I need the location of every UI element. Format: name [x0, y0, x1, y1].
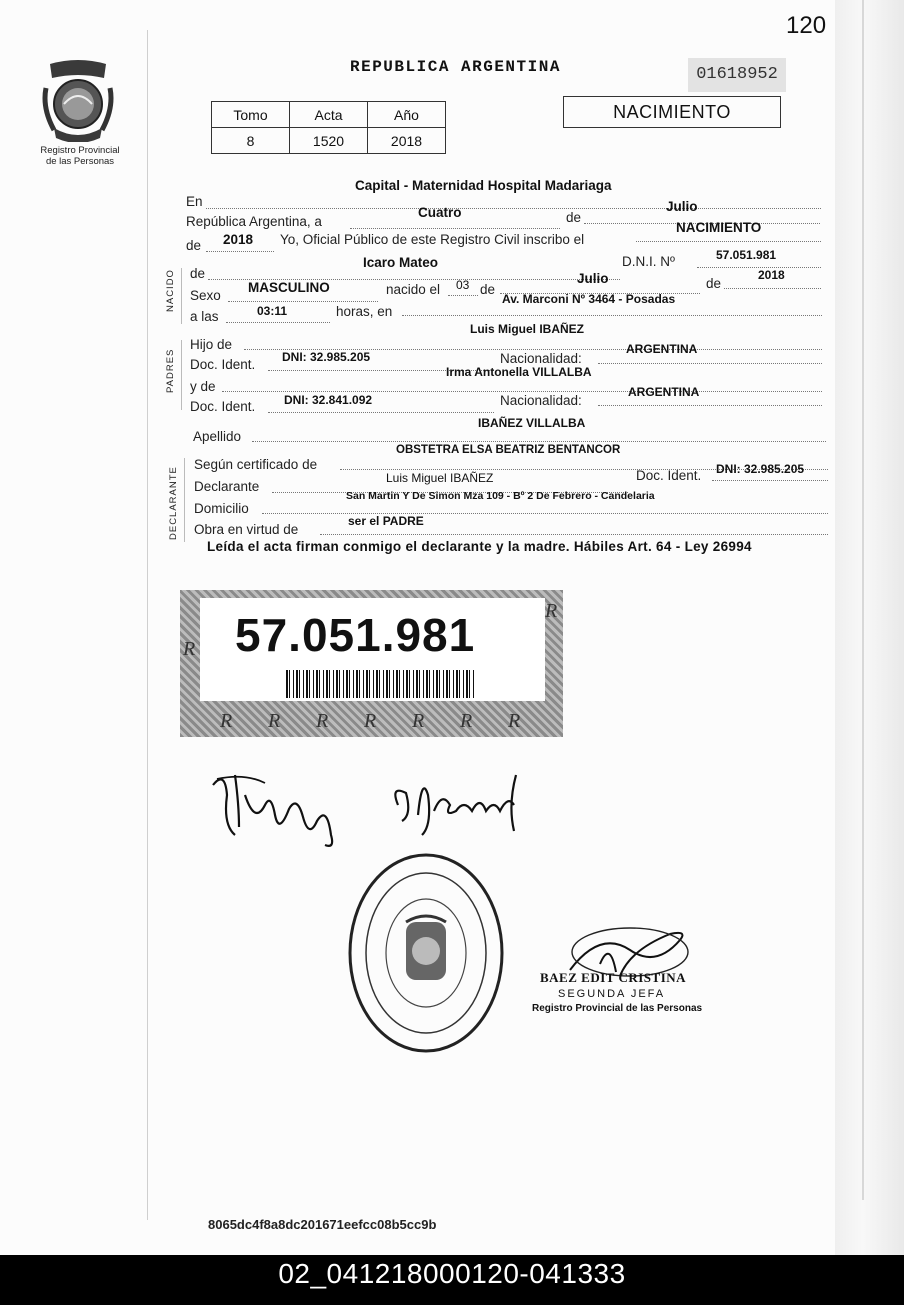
- dotted-line: [226, 321, 330, 323]
- birth-year-value: 2018: [758, 268, 785, 282]
- footer-id: 02_041218000120-041333: [278, 1258, 626, 1289]
- dotted-line: [206, 207, 821, 209]
- child-dni-value: 57.051.981: [716, 248, 777, 262]
- hijo-de-label: Hijo de: [190, 337, 233, 352]
- sticker-mark: R: [268, 710, 281, 732]
- dotted-line: [222, 390, 822, 392]
- sticker-mark: R: [316, 710, 329, 732]
- section-divider: [184, 458, 185, 542]
- declarant-signature: [205, 765, 345, 855]
- section-divider: [181, 268, 182, 324]
- dotted-line: [320, 533, 828, 535]
- mother-signature: [388, 765, 533, 845]
- republica-label: República Argentina, a: [186, 214, 322, 229]
- padres-section-label: PADRES: [165, 348, 176, 393]
- en-label: En: [186, 194, 203, 209]
- dotted-line: [598, 362, 822, 364]
- barcode-icon: [286, 670, 474, 698]
- dotted-line: [268, 411, 494, 413]
- table-cell: 2018: [368, 128, 446, 154]
- table-row: [212, 128, 446, 154]
- sticker-mark: R: [220, 710, 233, 732]
- horas-label: horas, en: [336, 304, 393, 319]
- de-label: de: [706, 276, 722, 291]
- nacido-el-label: nacido el: [386, 282, 441, 297]
- sticker-mark: R: [364, 710, 377, 732]
- official-role: SEGUNDA JEFA: [558, 988, 666, 1000]
- declarante-doc-value: DNI: 32.985.205: [716, 462, 805, 476]
- a-las-label: a las: [190, 309, 219, 324]
- father-name-value: Luis Miguel IBAÑEZ: [470, 322, 584, 336]
- de2-label: de: [186, 238, 202, 253]
- emblem-caption: Registro Provincial de las Personas: [40, 145, 120, 167]
- dotted-line: [402, 314, 822, 316]
- dni-sticker: [180, 590, 563, 737]
- time-value: 03:11: [257, 304, 288, 318]
- fold-line: [147, 30, 148, 1220]
- closing-statement: Leída el acta firman conmigo el declarante y la madre. Hábiles Art. 64 - Ley 26994: [207, 539, 752, 554]
- dotted-line: [712, 479, 828, 481]
- nacionalidad-label: Nacionalidad:: [500, 393, 582, 408]
- doc-ident-label: Doc. Ident.: [190, 399, 256, 414]
- doc-ident-label: Doc. Ident.: [636, 468, 702, 483]
- year-value: 2018: [223, 232, 254, 247]
- sticker-label-area: [200, 598, 545, 701]
- doc-ident-label: Doc. Ident.: [190, 357, 256, 372]
- place-value: Capital - Maternidad Hospital Madariaga: [355, 178, 612, 193]
- sticker-mark: R: [412, 710, 425, 732]
- de-label: de: [480, 282, 496, 297]
- birth-month-value: Julio: [577, 271, 609, 286]
- table-header-row: [212, 102, 446, 128]
- document-hash: 8065dc4f8a8dc201671eefcc08b5cc9b: [208, 1217, 437, 1232]
- page-edge-line: [862, 0, 864, 1200]
- province-emblem-icon: [40, 58, 116, 142]
- dni-label: D.N.I. Nº: [622, 254, 675, 269]
- day-value: Cuatro: [418, 205, 462, 220]
- y-de-label: y de: [190, 379, 216, 394]
- certificado-label: Según certificado de: [194, 457, 318, 472]
- de-label: de: [566, 210, 582, 225]
- page-number: 120: [786, 12, 827, 39]
- apellido-label: Apellido: [193, 429, 242, 444]
- document-title: REPUBLICA ARGENTINA: [350, 58, 561, 76]
- certificado-value: OBSTETRA ELSA BEATRIZ BENTANCOR: [396, 444, 621, 456]
- nacionalidad-label: Nacionalidad:: [500, 351, 582, 366]
- declarante-value: Luis Miguel IBAÑEZ: [386, 471, 494, 485]
- sexo-label: Sexo: [190, 288, 221, 303]
- sticker-mark: R: [545, 600, 558, 622]
- nacido-section-label: NACIDO: [165, 269, 176, 312]
- child-name-value: Icaro Mateo: [363, 255, 439, 270]
- page-edge: [835, 0, 904, 1255]
- apellido-value: IBAÑEZ VILLALBA: [478, 416, 586, 430]
- birth-day-value: 03: [456, 278, 470, 292]
- dotted-line: [598, 404, 822, 406]
- dotted-line: [636, 240, 821, 242]
- father-doc-value: DNI: 32.985.205: [282, 350, 371, 364]
- mother-nationality-value: ARGENTINA: [628, 385, 700, 399]
- table-header-cell: Año: [368, 102, 446, 128]
- sticker-mark: R: [508, 710, 521, 732]
- dotted-line: [228, 300, 378, 302]
- father-nationality-value: ARGENTINA: [626, 342, 698, 356]
- inscribo-value: NACIMIENTO: [676, 220, 762, 235]
- sexo-value: MASCULINO: [248, 280, 330, 295]
- month-value: Julio: [666, 199, 698, 214]
- inscribo-label: Yo, Oficial Público de este Registro Civil inscribo el: [280, 232, 585, 247]
- tomo-acta-table: [211, 101, 446, 154]
- table-cell: 1520: [290, 128, 368, 154]
- official-seal-icon: [346, 852, 506, 1054]
- table-cell: 8: [212, 128, 290, 154]
- dotted-line: [350, 227, 560, 229]
- sticker-mark: R: [460, 710, 473, 732]
- sticker-mark: R: [183, 638, 196, 660]
- mother-name-value: Irma Antonella VILLALBA: [446, 365, 592, 379]
- domicilio-label: Domicilio: [194, 501, 249, 516]
- declarante-label: Declarante: [194, 479, 260, 494]
- table-header-cell: Tomo: [212, 102, 290, 128]
- declarante-section-label: DECLARANTE: [168, 466, 179, 540]
- dotted-line: [448, 294, 478, 296]
- obra-label: Obra en virtud de: [194, 522, 299, 537]
- obra-value: ser el PADRE: [348, 514, 424, 528]
- mother-doc-value: DNI: 32.841.092: [284, 393, 373, 407]
- dotted-line: [252, 440, 826, 442]
- section-divider: [181, 340, 182, 410]
- domicilio-value: San Martin Y De Simon Mza 109 - Bº 2 De Febrero - Candelaria: [346, 490, 655, 502]
- official-name: BAEZ EDIT CRISTINA: [540, 970, 687, 985]
- dotted-line: [206, 250, 274, 252]
- official-org: Registro Provincial de las Personas: [532, 1003, 703, 1014]
- sticker-number: 57.051.981: [235, 609, 476, 661]
- dotted-line: [724, 287, 821, 289]
- dotted-line: [262, 512, 828, 514]
- birth-place-value: Av. Marconi Nº 3464 - Posadas: [502, 292, 676, 306]
- de-label: de: [190, 266, 206, 281]
- serial-number: 01618952: [688, 58, 786, 92]
- table-header-cell: Acta: [290, 102, 368, 128]
- act-type-box: NACIMIENTO: [563, 96, 781, 128]
